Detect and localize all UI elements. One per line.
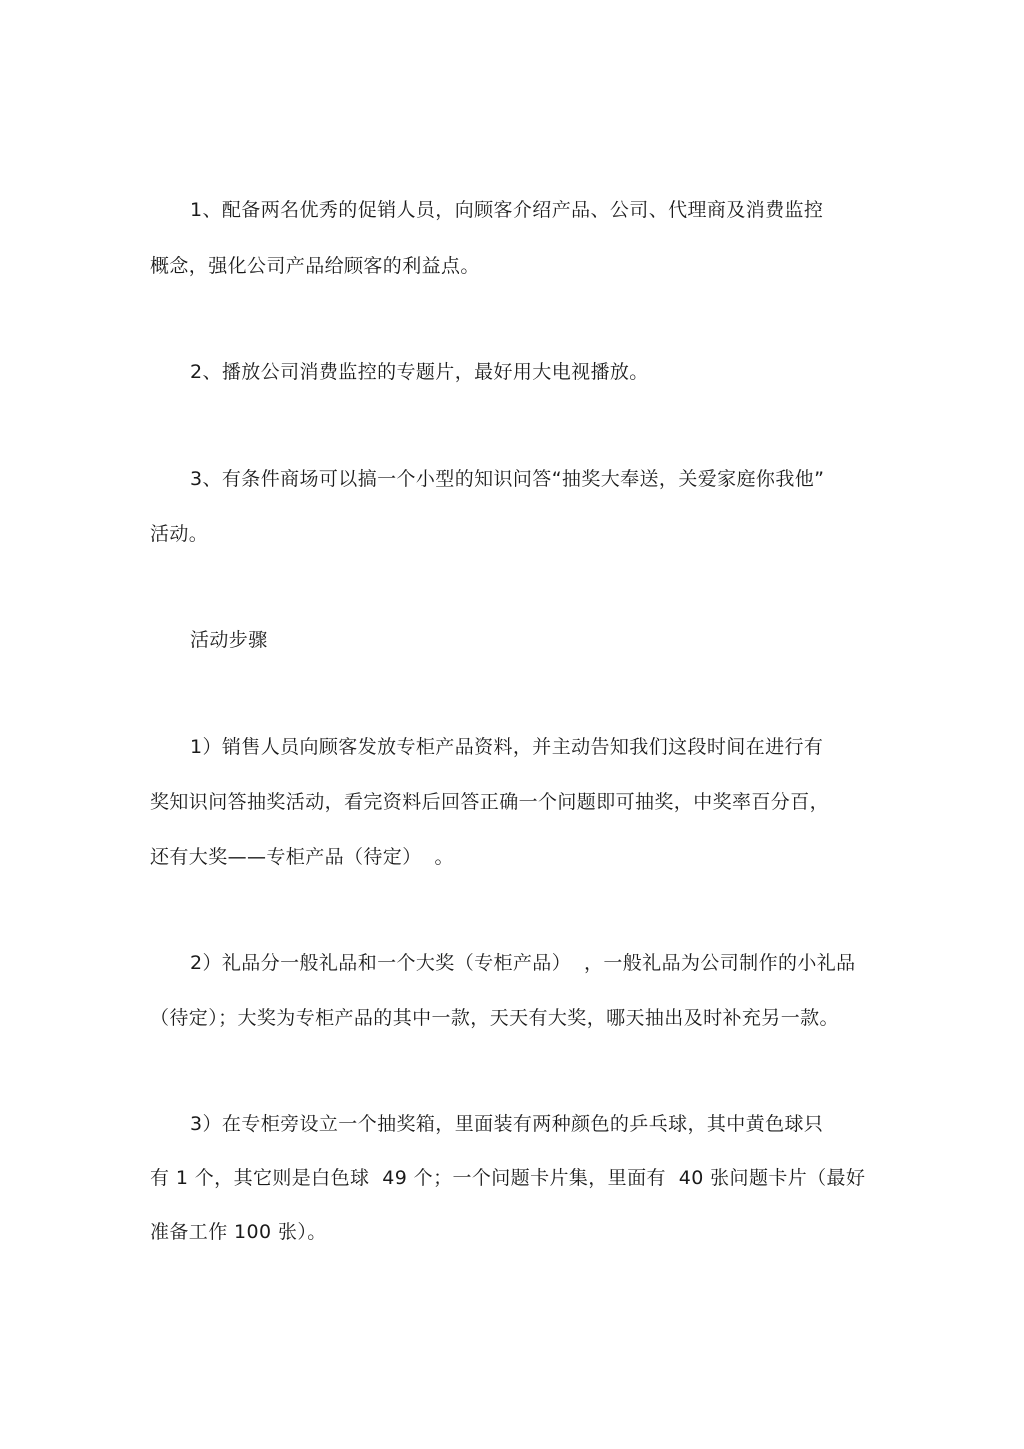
step-3-line-1: 3）在专柜旁设立一个抽奖箱，里面装有两种颜色的乒乓球，其中黄色球只 — [190, 1113, 824, 1135]
step-3-line-2: 有 1 个，其它则是白色球 49 个；一个问题卡片集，里面有 40 张问题卡片（最好 — [150, 1167, 866, 1189]
section-heading: 活动步骤 — [190, 629, 268, 651]
paragraph-3-line-1: 3、有条件商场可以搞一个小型的知识问答“抽奖大奉送，关爱家庭你我他” — [190, 468, 825, 490]
paragraph-3-line-2: 活动。 — [150, 523, 209, 545]
paragraph-1-line-1: 1、配备两名优秀的促销人员，向顾客介绍产品、公司、代理商及消费监控 — [190, 199, 824, 221]
paragraph-2-line-1: 2、播放公司消费监控的专题片，最好用大电视播放。 — [190, 361, 649, 383]
step-1-line-2: 奖知识问答抽奖活动，看完资料后回答正确一个问题即可抽奖，中奖率百分百， — [150, 791, 830, 813]
step-2-line-2: （待定）；大奖为专柜产品的其中一款，天天有大奖，哪天抽出及时补充另一款。 — [150, 1007, 839, 1029]
step-1-line-3: 还有大奖——专柜产品（待定） 。 — [150, 846, 454, 868]
step-1-line-1: 1）销售人员向顾客发放专柜产品资料，并主动告知我们这段时间在进行有 — [190, 736, 824, 758]
step-2-line-1: 2）礼品分一般礼品和一个大奖（专柜产品） ，一般礼品为公司制作的小礼品 — [190, 952, 856, 974]
step-3-line-3: 准备工作 100 张）。 — [150, 1221, 327, 1243]
paragraph-1-line-2: 概念，强化公司产品给顾客的利益点。 — [150, 255, 480, 277]
